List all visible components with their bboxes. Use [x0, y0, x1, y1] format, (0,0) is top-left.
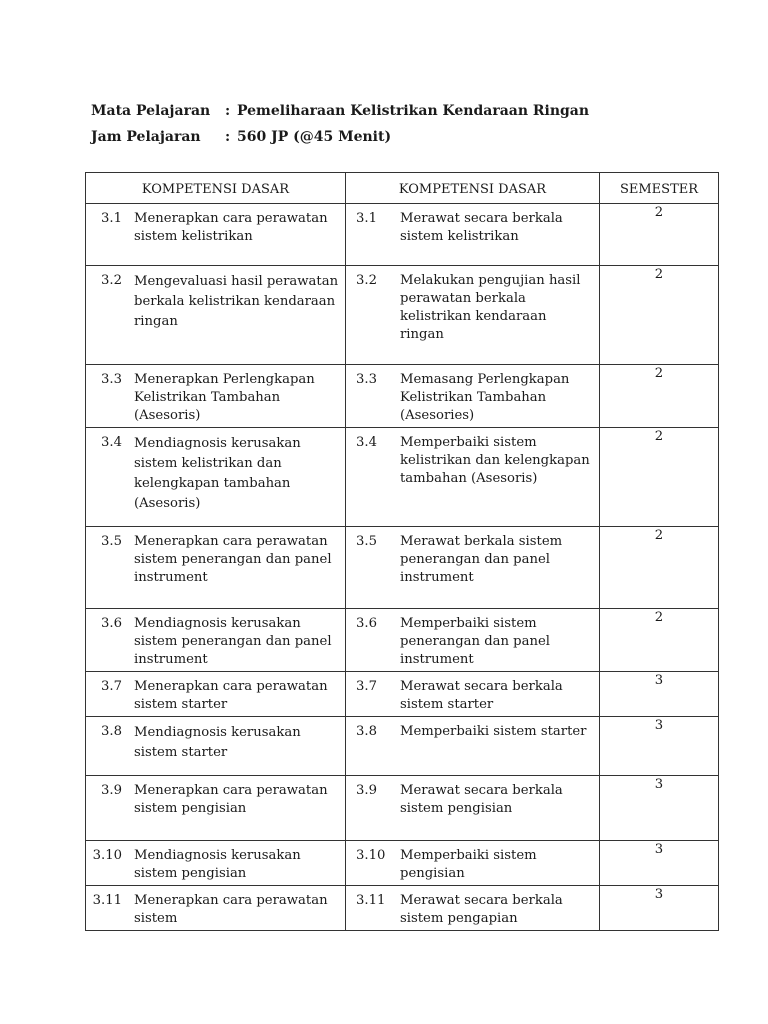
- kd-text: Mengevaluasi hasil perawatan berkala kelistrikan kendaraan ringan: [134, 274, 339, 329]
- semester-value: 2: [600, 266, 719, 365]
- kd-text: Melakukan pengujian hasil perawatan berkala kelistrikan kendaraan ringan: [400, 273, 581, 342]
- kd-text: Mendiagnosis kerusakan sistem penerangan dan panel instrument: [134, 616, 332, 667]
- semester-value: 2: [600, 428, 719, 527]
- semester-value: 2: [600, 204, 719, 266]
- kd-text: Menerapkan cara perawatan sistem: [134, 893, 328, 926]
- kd-text: Mendiagnosis kerusakan sistem pengisian: [134, 848, 301, 881]
- kd-text: Menerapkan cara perawatan sistem pengisian: [134, 783, 328, 816]
- table-row: [86, 717, 719, 776]
- semester-value: 3: [600, 672, 719, 717]
- kd-number: 3.10: [356, 848, 386, 863]
- kd-number: 3.3: [356, 372, 377, 387]
- kd-number: 3.1: [101, 211, 122, 226]
- table-row: [86, 527, 719, 609]
- kd-text: Merawat secara berkala sistem pengisian: [400, 783, 563, 816]
- kd-number: 3.11: [92, 893, 122, 908]
- kd-text: Memperbaiki sistem starter: [400, 724, 587, 739]
- table-row: [86, 428, 719, 527]
- kd-text: Menerapkan cara perawatan sistem kelistrikan: [134, 211, 328, 244]
- kd-text: Mendiagnosis kerusakan sistem kelistrikan dan kelengkapan tambahan (Asesoris): [134, 436, 301, 511]
- kd-number: 3.5: [101, 534, 122, 549]
- kd-text: Merawat secara berkala sistem starter: [400, 679, 563, 712]
- subject-separator: :: [225, 103, 231, 119]
- kd-number: 3.6: [101, 616, 122, 631]
- semester-value: 3: [600, 776, 719, 841]
- kd-text: Mendiagnosis kerusakan sistem starter: [134, 725, 301, 760]
- kd-text: Merawat secara berkala sistem pengapian: [400, 893, 563, 926]
- hours-value: 560 JP (@45 Menit): [237, 129, 392, 145]
- kd-number: 3.11: [356, 893, 386, 908]
- hours-separator: :: [225, 129, 231, 145]
- kd-number: 3.7: [356, 679, 377, 694]
- kd-number: 3.9: [101, 783, 122, 798]
- table-row: [86, 609, 719, 672]
- kd-number: 3.5: [356, 534, 377, 549]
- table-header-row: [86, 173, 719, 204]
- hours-row: [91, 124, 589, 150]
- kd-text: Memperbaiki sistem penerangan dan panel instrument: [400, 616, 551, 667]
- kd-number: 3.2: [101, 273, 122, 288]
- table-row: [86, 204, 719, 266]
- kd-number: 3.1: [356, 211, 377, 226]
- table-row: [86, 672, 719, 717]
- subject-label: Mata Pelajaran: [91, 103, 211, 119]
- competency-table: [85, 172, 719, 931]
- header-kd-knowledge: KOMPETENSI DASAR: [86, 173, 346, 204]
- kd-text: Memasang Perlengkapan Kelistrikan Tambahan (Asesories): [400, 372, 570, 423]
- hours-label: Jam Pelajaran: [91, 129, 201, 145]
- table-row: [86, 266, 719, 365]
- kd-number: 3.3: [101, 372, 122, 387]
- header-kd-skill: KOMPETENSI DASAR: [346, 173, 600, 204]
- kd-text: Menerapkan cara perawatan sistem starter: [134, 679, 328, 712]
- table-row: [86, 776, 719, 841]
- kd-number: 3.6: [356, 616, 377, 631]
- semester-value: 2: [600, 527, 719, 609]
- kd-text: Memperbaiki sistem kelistrikan dan kelengkapan tambahan (Asesoris): [400, 435, 590, 486]
- kd-number: 3.9: [356, 783, 377, 798]
- table-row: [86, 365, 719, 428]
- kd-number: 3.4: [101, 435, 122, 450]
- subject-value: Pemeliharaan Kelistrikan Kendaraan Ringan: [237, 103, 590, 119]
- header-semester: SEMESTER: [600, 173, 719, 204]
- kd-number: 3.7: [101, 679, 122, 694]
- kd-text: Merawat secara berkala sistem kelistrikan: [400, 211, 563, 244]
- kd-number: 3.4: [356, 435, 377, 450]
- semester-value: 3: [600, 841, 719, 886]
- table-row: [86, 841, 719, 886]
- kd-text: Memperbaiki sistem pengisian: [400, 848, 537, 881]
- kd-number: 3.8: [356, 724, 377, 739]
- semester-value: 3: [600, 886, 719, 931]
- semester-value: 3: [600, 717, 719, 776]
- table-row: [86, 886, 719, 931]
- kd-number: 3.8: [101, 724, 122, 739]
- kd-text: Menerapkan Perlengkapan Kelistrikan Tambahan (Asesoris): [134, 372, 315, 423]
- kd-text: Merawat berkala sistem penerangan dan panel instrument: [400, 534, 563, 585]
- kd-text: Menerapkan cara perawatan sistem penerangan dan panel instrument: [134, 534, 332, 585]
- subject-row: [91, 98, 589, 124]
- kd-number: 3.10: [92, 848, 122, 863]
- semester-value: 2: [600, 609, 719, 672]
- semester-value: 2: [600, 365, 719, 428]
- kd-number: 3.2: [356, 273, 377, 288]
- document-header: [91, 98, 589, 150]
